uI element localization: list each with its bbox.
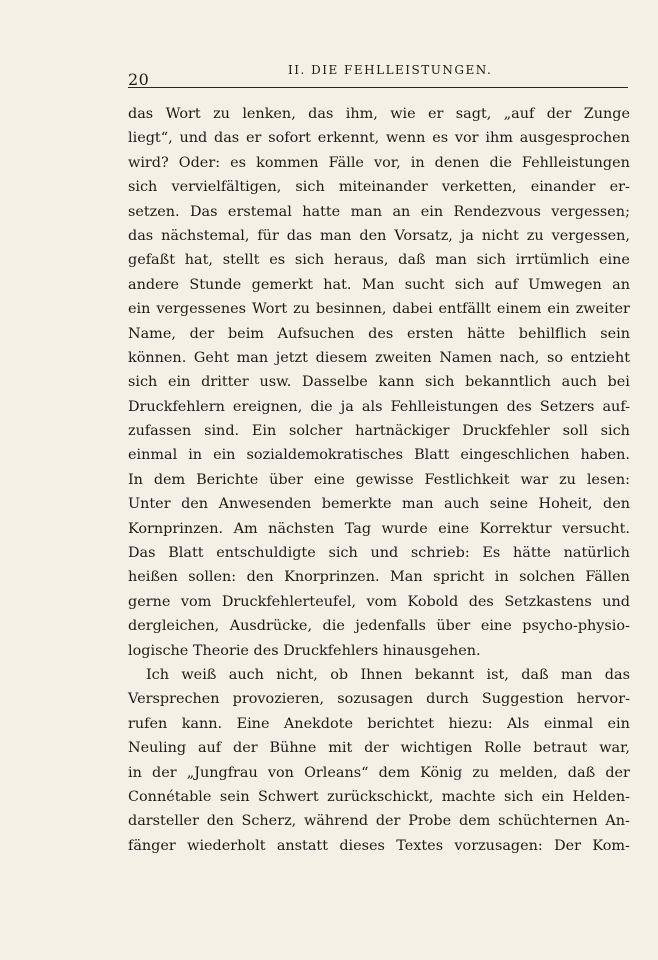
text-line: Unter den Anwesenden bemerkte man auch seine Hoheit, den — [128, 496, 630, 513]
running-head: II. DIE FEHLLEISTUNGEN. — [288, 63, 493, 77]
text-line: andere Stunde gemerkt hat. Man sucht sich auf Umwegen an — [128, 276, 630, 293]
text-line: Kornprinzen. Am nächsten Tag wurde eine Korrektur versucht. — [128, 520, 630, 537]
text-line: darsteller den Scherz, während der Probe dem schüchternen An- — [128, 813, 630, 830]
text-line: sich ein dritter usw. Dasselbe kann sich bekanntlich auch bei — [128, 374, 630, 391]
text-line: wird? Oder: es kommen Fälle vor, in denen die Fehlleistungen — [128, 154, 630, 171]
text-line: gerne vom Druckfehlerteufel, vom Kobold des Setzkastens und — [128, 593, 630, 610]
text-line: gefaßt hat, stellt es sich heraus, daß man sich irrtümlich eine — [128, 252, 630, 269]
text-line: sich vervielfältigen, sich miteinander verketten, einander er- — [128, 179, 630, 196]
text-line: das Wort zu lenken, das ihm, wie er sagt, „auf der Zunge — [128, 106, 630, 122]
text-line: setzen. Das erstemal hatte man an ein Rendezvous vergessen; — [128, 203, 630, 220]
body-text — [128, 102, 630, 858]
text-line: fänger wiederholt anstatt dieses Textes vorzusagen: Der Kom- — [128, 837, 630, 854]
text-line: das nächstemal, für das man den Vorsatz, ja nicht zu vergessen, — [128, 227, 630, 244]
text-line: in der „Jungfrau von Orleans“ dem König zu melden, daß der — [128, 764, 630, 781]
text-line: liegt“, und das er sofort erkennt, wenn es vor ihm ausgesprochen — [128, 130, 630, 147]
text-line: heißen sollen: den Knorprinzen. Man spricht in solchen Fällen — [128, 569, 630, 586]
text-line: können. Geht man jetzt diesem zweiten Namen nach, so entzieht — [128, 349, 630, 366]
text-line: einmal in ein sozialdemokratisches Blatt eingeschlichen haben. — [128, 447, 630, 464]
text-line: dergleichen, Ausdrücke, die jedenfalls über eine psycho-physio- — [128, 618, 630, 635]
header-rule — [128, 87, 628, 88]
text-line: Ich weiß auch nicht, ob Ihnen bekannt ist, daß man das — [146, 666, 630, 683]
text-line: zufassen sind. Ein solcher hartnäckiger Druckfehler soll sich — [128, 423, 630, 440]
text-line: ein vergessenes Wort zu besinnen, dabei entfällt einem ein zweiter — [128, 301, 630, 318]
text-line: Name, der beim Aufsuchen des ersten hätte behilflich sein — [128, 325, 630, 342]
page-number: 20 — [128, 70, 150, 89]
text-line: Druckfehlern ereignen, die ja als Fehlleistungen des Setzers auf- — [128, 398, 630, 415]
text-line: Connétable sein Schwert zurückschickt, machte sich ein Helden- — [128, 788, 630, 805]
text-line: logische Theorie des Druckfehlers hinausgehen. — [128, 642, 481, 659]
text-line: In dem Berichte über eine gewisse Festlichkeit war zu lesen: — [128, 471, 630, 488]
text-line: rufen kann. Eine Anekdote berichtet hiezu: Als einmal ein — [128, 715, 630, 732]
text-line: Das Blatt entschuldigte sich und schrieb: Es hätte natürlich — [128, 545, 630, 562]
text-line: Versprechen provozieren, sozusagen durch Suggestion hervor- — [128, 691, 630, 708]
text-line: Neuling auf der Bühne mit der wichtigen Rolle betraut war, — [128, 740, 630, 757]
